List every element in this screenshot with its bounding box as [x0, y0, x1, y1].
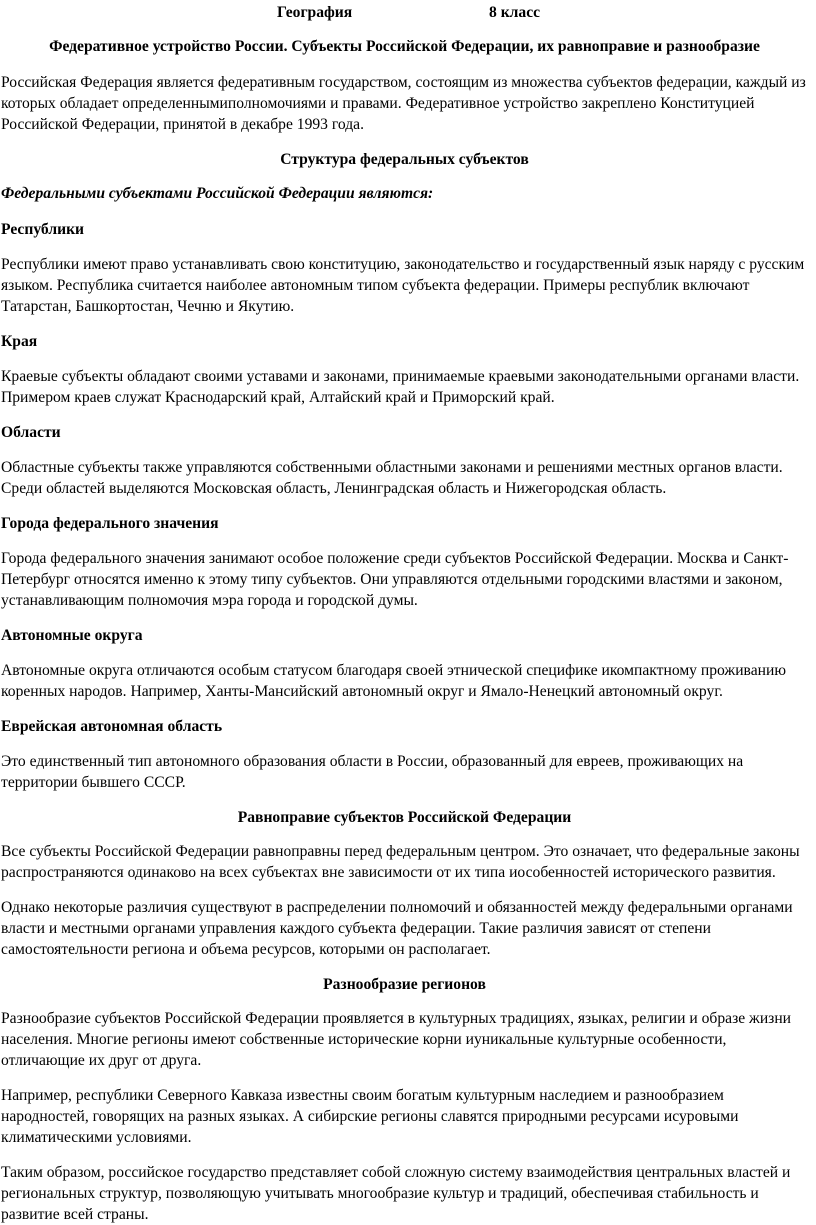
structure-heading: Структура федеральных субъектов — [280, 151, 529, 168]
krais-text: Краевые субъекты обладают своими уставами и законами, принимаемые краевыми законодательными органами власти. Примером краев служат Краснодарский край, Алтайский край и Приморский край. — [1, 368, 800, 406]
equality-heading: Равноправие субъектов Российской Федерации — [237, 809, 572, 826]
jewish-oblast-text: Это единственный тип автономного образования области в России, образованный для евреев, проживающих на территории бывшего СССР. — [1, 753, 744, 791]
krais-heading: Края — [1, 333, 38, 350]
diversity-paragraph-3: Таким образом, российское государство представляет собой сложную систему взаимодействия центральных властей и региональных структур, позволяющую учитывать многообразие культур и традиций, обеспечивая стабильность и развитие всей страны. — [1, 1164, 791, 1223]
republics-text: Республики имеют право устанавливать свою конституцию, законодательство и государственный язык наряду с русским языком. Республика считается наиболее автономным типом субъекта федерации. Примеры республик включают Татарстан, Башкортостан, Чечню и Якутию. — [1, 256, 805, 315]
equality-paragraph-1: Все субъекты Российской Федерации равноправны перед федеральным центром. Это означает, что федеральные законы распространяются одинаково на всех субъектах вне зависимости от их типа иособенностей исторического развития. — [1, 843, 800, 881]
structure-lead: Федеральными субъектами Российской Федерации являются: — [1, 185, 434, 202]
intro-paragraph: Российская Федерация является федеративным государством, состоящим из множества субъектов федерации, каждый из которых обладает определеннымиполномочиями и правами. Федеративное устройство закреплено Конституцией Российской Федерации, принятой в декабре 1993 года. — [1, 74, 806, 133]
autonomous-okrugs-text: Автономные округа отличаются особым статусом благодаря своей этнической специфике икомпактному проживанию коренных народов. Например, Ханты-Мансийский автономный округ и Ямало-Ненецкий автономный округ. — [1, 662, 786, 700]
oblasts-heading: Области — [1, 424, 61, 441]
diversity-heading: Разнообразие регионов — [323, 976, 486, 993]
document-title: Федеративное устройство России. Субъекты Российской Федерации, их равноправие и разнообразие — [49, 38, 760, 55]
subject-label: География — [277, 4, 353, 21]
republics-heading: Республики — [1, 221, 85, 238]
grade-label: 8 класс — [489, 4, 541, 21]
diversity-paragraph-2: Например, республики Северного Кавказа известны своим богатым культурным наследием и разнообразием народностей, говорящих на разных языках. А сибирские регионы славятся природными ресурсами исуровыми климатическими условиями. — [1, 1087, 739, 1146]
autonomous-okrugs-heading: Автономные округа — [1, 627, 143, 644]
federal-cities-heading: Города федерального значения — [1, 515, 219, 532]
jewish-oblast-heading: Еврейская автономная область — [1, 718, 223, 735]
oblasts-text: Областные субъекты также управляются собственными областными законами и решениями местных органов власти. Среди областей выделяются Московская область, Ленинградская область и Нижегородская область. — [1, 459, 783, 497]
page-header — [1, 1, 808, 23]
equality-paragraph-2: Однако некоторые различия существуют в распределении полномочий и обязанностей между федеральными органами власти и местными органами управления каждого субъекта федерации. Такие различия зависят от степени самостоятельности региона и объема ресурсов, которыми он располагает. — [1, 899, 793, 958]
diversity-paragraph-1: Разнообразие субъектов Российской Федерации проявляется в культурных традициях, языках, религии и образе жизни населения. Многие регионы имеют собственные исторические корни иуникальные культурные особенности, отличающие их друг от друга. — [1, 1010, 792, 1069]
federal-cities-text: Города федерального значения занимают особое положение среди субъектов Российской Федерации. Москва и Санкт-Петербург относятся именно к этому типу субъектов. Они управляются отдельными городскими властями и законом, устанавливающим полномочия мэра города и городской думы. — [1, 550, 789, 609]
